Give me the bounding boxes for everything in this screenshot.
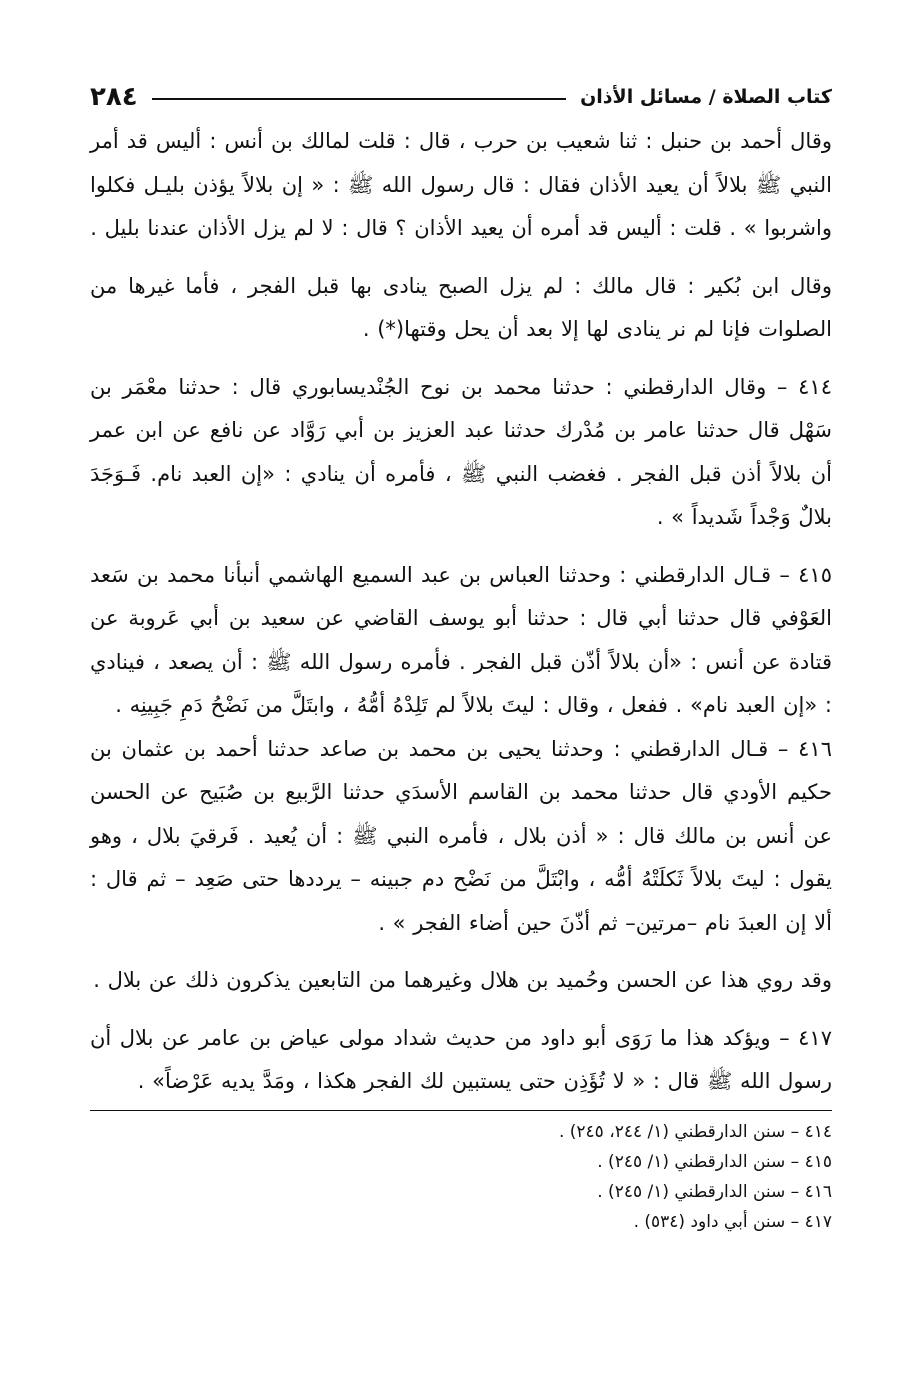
footnote-415: ٤١٥ – سنن الدارقطني (١/ ٢٤٥) . [597,1151,832,1172]
hadith-414: ٤١٤ – وقال الدارقطني : حدثنا محمد بن نوح الجُنْديسابوري قال : حدثنا معْمَر بن سَهْل قال حدثنا عامر بن مُدْرك حدثنا عبد العزيز بن أبي رَوَّاد عن نافع عن ابن عمر أن بلالاً أذن قبل الفجر . فغضب النبي ﷺ ، فأمره أن ينادي : «إن العبد نام. فَـوَجَدَ بلالٌ وَجْداً شَديداً » . [90,374,832,529]
hadith-415: ٤١٥ – قـال الدارقطني : وحدثنا العباس بن عبد السميع الهاشمي أنبأنا محمد بن سَعد العَوْفي قال حدثنا أبي قال : حدثنا أبو يوسف القاضي عن سعيد بن أبي عَروبة عن قتادة عن أنس : «أن بلالاً أذّن قبل الفجر . فأمره رسول الله ﷺ : أن يصعد ، فينادي : «إن العبد نام» . ففعل ، وقال : ليتَ بلالاً لم تَلِدْهُ أمُّهُ ، وابتَلَّ من نَضْحُ دَمِ جَبِينِه . [90,562,832,717]
page-header [90,70,832,112]
footnote-416: ٤١٦ – سنن الدارقطني (١/ ٢٤٥) . [597,1181,832,1202]
footnote-417: ٤١٧ – سنن أبي داود (٥٣٤) . [633,1211,832,1232]
hadith-417: ٤١٧ – ويؤكد هذا ما رَوَى أبو داود من حديث شداد مولى عياض بن عامر عن بلال أن رسول الله ﷺ قال : « لا تُؤَذِن حتى يستبين لك الفجر هكذا ، ومَدَّ يديه عَرْضاً» . [90,1025,832,1093]
hadith-416: ٤١٦ – قـال الدارقطني : وحدثنا يحيى بن محمد بن صاعد حدثنا أحمد بن عثمان بن حكيم الأودي قال حدثنا محمد بن القاسم الأسدَي حدثنا الرَّبيع بن صُبَيح عن الحسن عن أنس بن مالك قال : « أذن بلال ، فأمره النبي ﷺ : أن يُعيد . فَرقيَ بلال ، وهو يقول : ليتَ بلالاً ثَكلَتْهُ أمُّه ، وابْتَلَّ من نَضْح دم جبينه – يرددها حتى صَعِد – ثم قال : ألا إن العبدَ نام –مرتين– ثم أذّنَ حين أضاء الفجر » . [90,736,832,935]
page-number: ٢٨٤ [90,82,138,112]
book-page [90,70,832,1237]
footnotes [90,1117,832,1237]
paragraph: وقد روي هذا عن الحسن وحُميد بن هلال وغيرهما من التابعين يذكرون ذلك عن بلال . [93,968,832,992]
header-rule [152,98,566,100]
body-text [90,120,832,1104]
footnote-divider [90,1110,832,1111]
paragraph: وقال أحمد بن حنبل : ثنا شعيب بن حرب ، قال : قلت لمالك بن أنس : أليس قد أمر النبي ﷺ بلالاً أن يعيد الأذان فقال : قال رسول الله ﷺ : « إن بلالاً يؤذن بليـل فكلوا واشربوا » . قلت : أليس قد أمره أن يعيد الأذان ؟ قال : لا لم يزل الأذان عندنا بليل . [90,129,832,240]
running-title: كتاب الصلاة / مسائل الأذان [580,86,832,108]
footnote-414: ٤١٤ – سنن الدارقطني (١/ ٢٤٤، ٢٤٥) . [558,1121,832,1142]
paragraph: وقال ابن بُكير : قال مالك : لم يزل الصبح ينادى بها قبل الفجر ، فأما غيرها من الصلوات فإنا لم نر ينادى لها إلا بعد أن يحل وقتها(*) . [90,273,832,341]
